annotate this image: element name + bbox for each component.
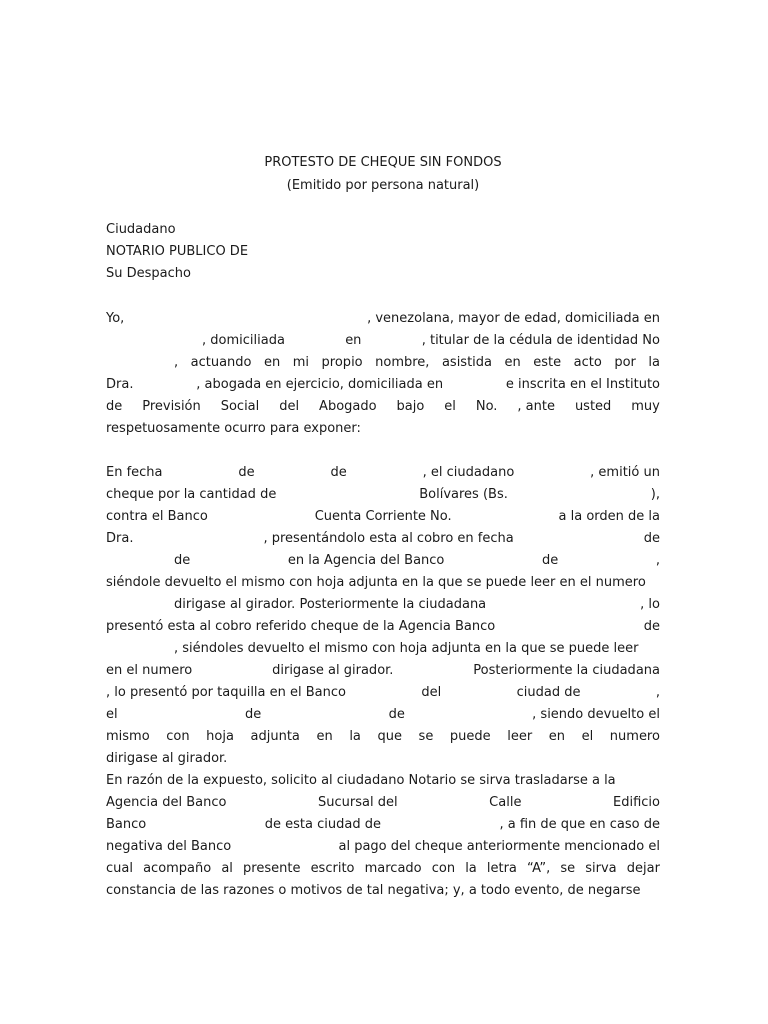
text-segment: , [174, 355, 179, 370]
body-line [106, 353, 660, 373]
text-segment: con [431, 861, 456, 876]
text-segment: , titular de la cédula de identidad No [421, 333, 660, 348]
text-segment: de [174, 553, 191, 568]
text-segment: cheque por la cantidad de [106, 487, 277, 502]
document-subtitle: (Emitido por persona natural) [286, 178, 480, 193]
text-segment: siéndole devuelto el mismo con hoja adjunta en la que se puede leer en el numero [106, 575, 646, 590]
text-segment: No. [475, 399, 498, 414]
text-segment: Dra. [106, 377, 134, 392]
text-segment: Sucursal del [318, 795, 398, 810]
text-segment: el [106, 707, 118, 722]
text-segment: , venezolana, mayor de edad, domiciliada en [367, 311, 660, 326]
text-segment: , emitió un [590, 465, 660, 480]
text-segment: En razón de la expuesto, solicito al ciudadano Notario se sirva trasladarse a la [106, 773, 616, 788]
body-line [106, 573, 660, 593]
text-segment: este [533, 355, 562, 370]
text-segment: acompaño [143, 861, 212, 876]
text-segment: Agencia del Banco [106, 795, 227, 810]
body-line [106, 683, 660, 703]
text-segment: Dra. [106, 531, 134, 546]
text-segment: al [221, 861, 233, 876]
body-line [106, 639, 660, 659]
text-segment: , siendo devuelto el [532, 707, 660, 722]
body-line [106, 529, 660, 549]
text-segment: presente [243, 861, 301, 876]
text-segment: hoja [206, 729, 234, 744]
text-segment: marcado [364, 861, 422, 876]
text-segment: En fecha [106, 465, 163, 480]
text-segment: numero [609, 729, 660, 744]
text-segment: actuando [190, 355, 252, 370]
text-segment: puede [449, 729, 491, 744]
text-segment: mismo [106, 729, 150, 744]
document-title: PROTESTO DE CHEQUE SIN FONDOS [264, 155, 502, 170]
body-line [106, 595, 660, 615]
text-segment: , ante [517, 399, 555, 414]
text-segment: a la orden de la [558, 509, 660, 524]
addressee-line-2: NOTARIO PUBLICO DE [106, 244, 249, 259]
text-segment: muy [631, 399, 660, 414]
text-segment: en [504, 355, 521, 370]
text-segment: cual [106, 861, 133, 876]
body-line [106, 617, 660, 637]
text-segment: , abogada en ejercicio, domiciliada en [196, 377, 444, 392]
text-segment: nombre, [375, 355, 430, 370]
body-line [106, 881, 660, 901]
text-segment: propio [321, 355, 363, 370]
addressee-line-3: Su Despacho [106, 266, 191, 281]
text-segment: Abogado [319, 399, 377, 414]
text-segment: Posteriormente la ciudadana [473, 663, 660, 678]
text-segment: de [541, 553, 559, 568]
body-line [106, 859, 660, 879]
body-line [106, 551, 660, 571]
body-line [106, 837, 660, 857]
text-segment: el [581, 729, 594, 744]
text-segment: usted [574, 399, 612, 414]
body-line [106, 815, 660, 835]
body-line [106, 771, 660, 791]
text-segment: en la Agencia del Banco [287, 553, 445, 568]
body-line [106, 397, 660, 417]
text-segment: de [244, 707, 262, 722]
text-segment: , presentándolo esta al cobro en fecha [263, 531, 514, 546]
text-segment: “A”, [527, 861, 551, 876]
text-segment: se [560, 861, 576, 876]
body-line [106, 661, 660, 681]
body-line [106, 419, 660, 439]
text-segment: , a fin de que en caso de [499, 817, 660, 832]
body-line [106, 507, 660, 527]
body-line [106, 727, 660, 747]
text-segment: e inscrita en el Instituto [505, 377, 660, 392]
text-segment: presentó esta al cobro referido cheque de la Agencia Banco [106, 619, 496, 634]
text-segment: en [548, 729, 566, 744]
text-segment: escrito [310, 861, 355, 876]
text-segment: sirva [585, 861, 617, 876]
text-segment: , lo presentó por taquilla en el Banco [106, 685, 346, 700]
text-segment: Previsión [142, 399, 201, 414]
body-line [106, 309, 660, 329]
text-segment: la [648, 355, 660, 370]
body-line [106, 705, 660, 725]
text-segment: de [643, 619, 660, 634]
text-segment: en [316, 729, 333, 744]
text-segment: constancia de las razones o motivos de tal negativa; y, a todo evento, de negarse [106, 883, 641, 898]
text-segment: del [421, 685, 442, 700]
text-segment: , lo [640, 597, 660, 612]
text-segment: ciudad de [516, 685, 581, 700]
text-segment: ), [650, 487, 660, 502]
text-segment: , domiciliada [202, 333, 285, 348]
addressee-line-1: Ciudadano [106, 222, 176, 237]
text-segment: Cuenta Corriente No. [314, 509, 452, 524]
text-segment: Bolívares (Bs. [419, 487, 508, 502]
text-segment: respetuosamente ocurro para exponer: [106, 421, 361, 436]
body-line [106, 749, 660, 769]
text-segment: Social [220, 399, 260, 414]
body-line [106, 485, 660, 505]
text-segment: dirigase al girador. [106, 751, 228, 766]
body-line [106, 793, 660, 813]
text-segment: dirigase al girador. [272, 663, 394, 678]
text-segment: del [279, 399, 300, 414]
text-segment: Banco [106, 817, 147, 832]
body-line [106, 463, 660, 483]
text-segment: en [345, 333, 362, 348]
text-segment: en el numero [106, 663, 193, 678]
text-segment: de esta ciudad de [264, 817, 381, 832]
text-segment: , [655, 553, 660, 568]
text-segment: contra el Banco [106, 509, 208, 524]
text-segment: acto [573, 355, 602, 370]
text-segment: al pago del cheque anteriormente mencionado el [338, 839, 660, 854]
text-segment: adjunta [250, 729, 300, 744]
text-segment: de [106, 399, 123, 414]
body-line [106, 331, 660, 351]
text-segment: la [465, 861, 477, 876]
text-segment: por [614, 355, 636, 370]
text-segment: Calle [489, 795, 522, 810]
text-segment: de [388, 707, 405, 722]
text-segment: con [166, 729, 190, 744]
text-segment: el [444, 399, 456, 414]
text-segment: dejar [626, 861, 660, 876]
body-line [106, 375, 660, 395]
text-segment: mi [292, 355, 310, 370]
text-segment: , siéndoles devuelto el mismo con hoja adjunta en la que se puede leer [174, 641, 639, 656]
text-segment: bajo [396, 399, 425, 414]
text-segment: que [377, 729, 402, 744]
text-segment: se [418, 729, 434, 744]
text-segment: negativa del Banco [106, 839, 232, 854]
text-segment: de [238, 465, 255, 480]
text-segment: leer [507, 729, 533, 744]
text-segment: , [655, 685, 660, 700]
text-segment: Yo, [106, 311, 125, 326]
text-segment: , el ciudadano [422, 465, 515, 480]
text-segment: de [330, 465, 347, 480]
text-segment: la [349, 729, 361, 744]
text-segment: Edificio [613, 795, 660, 810]
text-segment: de [643, 531, 660, 546]
text-segment: letra [486, 861, 517, 876]
text-segment: en [264, 355, 281, 370]
text-segment: dirigase al girador. Posteriormente la ciudadana [174, 597, 487, 612]
text-segment: asistida [441, 355, 493, 370]
